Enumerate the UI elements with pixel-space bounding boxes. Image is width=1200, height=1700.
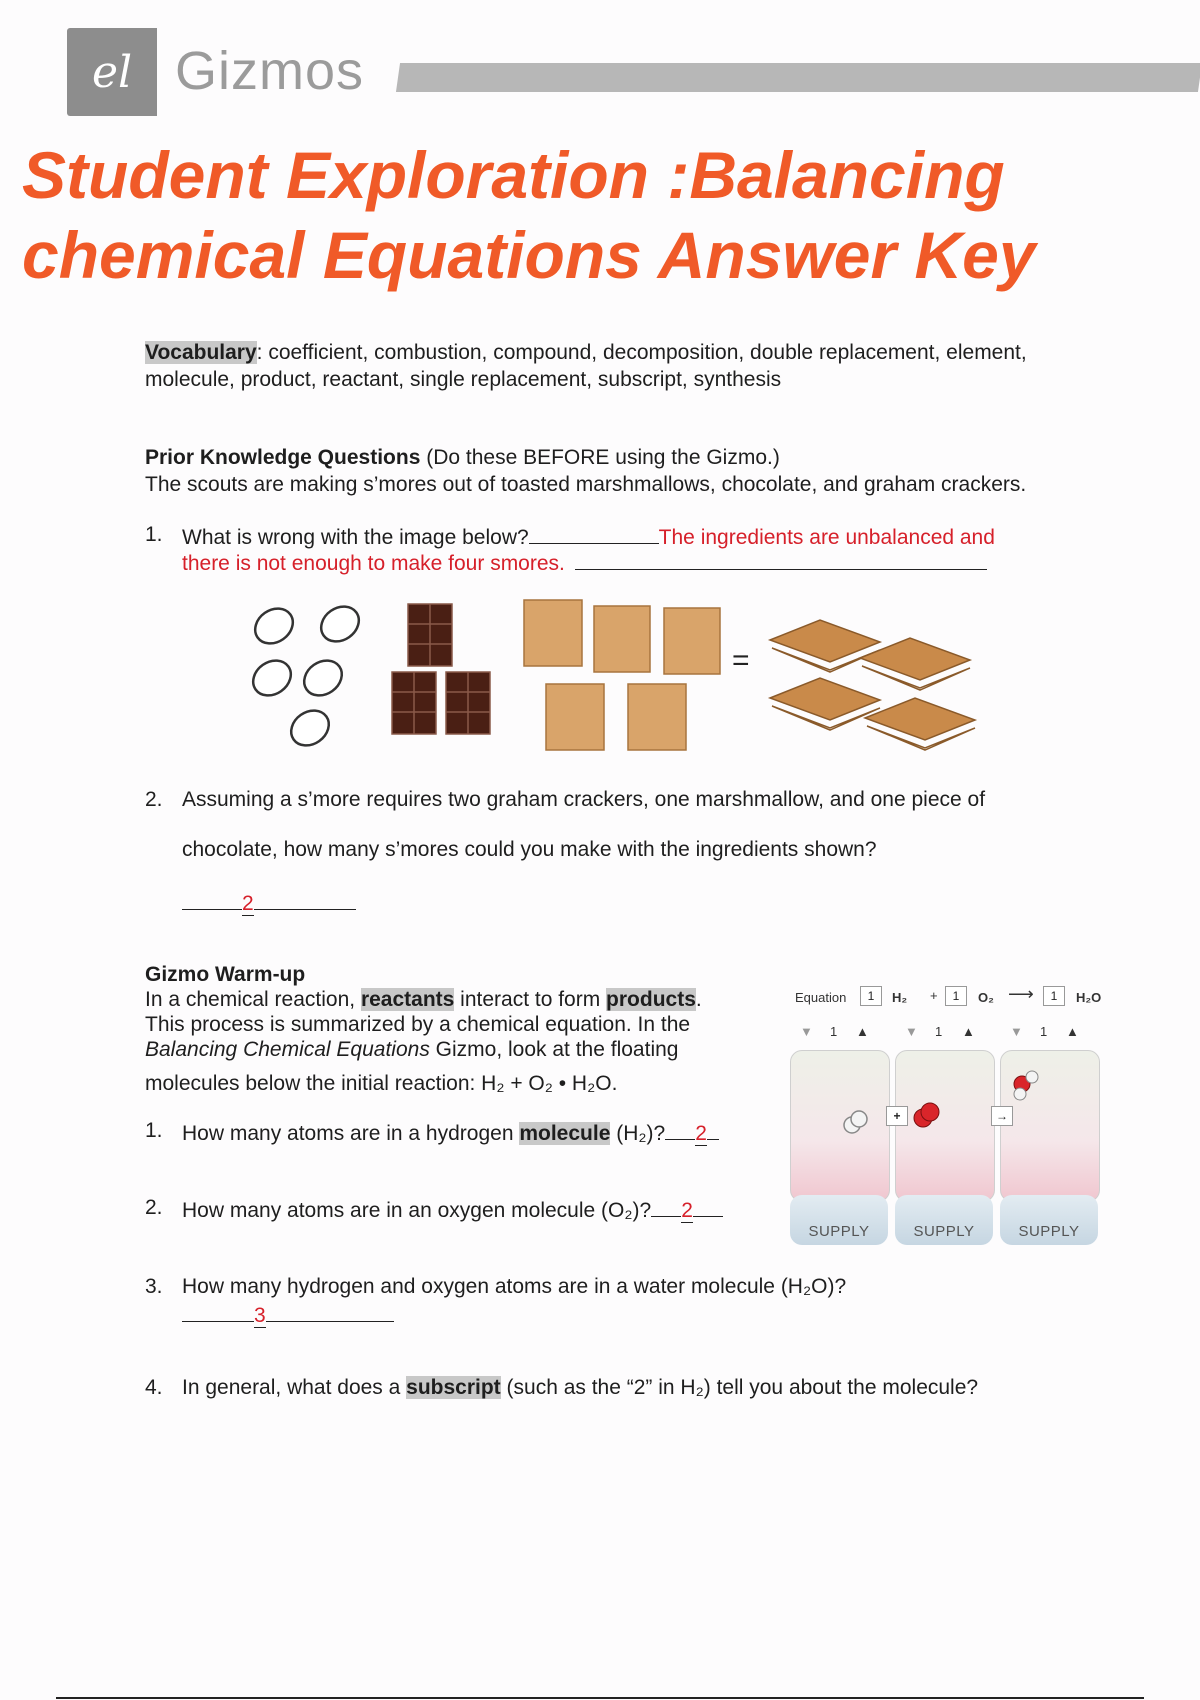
supply-button-h2o[interactable]: SUPPLY [1000, 1195, 1098, 1245]
reactants-term: reactants [360, 988, 455, 1011]
warmup-text: interact to form [454, 988, 607, 1011]
graham-crackers [524, 600, 720, 750]
answer-blank[interactable] [182, 1299, 254, 1322]
answer-blank[interactable] [575, 547, 987, 570]
subscript-term: subscript [406, 1376, 501, 1399]
answer-text[interactable]: 2 [681, 1199, 693, 1222]
question-text: How many atoms are in an oxygen molecule (O₂)? [182, 1199, 652, 1222]
hydrogen-molecule-icon [844, 1111, 867, 1133]
products-term: products [606, 988, 696, 1011]
decrease-arrow-icon[interactable]: ▼ [800, 1024, 813, 1039]
question-text: What is wrong with the image below? [182, 526, 529, 549]
answer-text[interactable]: The ingredients are unbalanced and [658, 526, 995, 549]
header-bar [396, 63, 1200, 92]
decrease-arrow-icon[interactable]: ▼ [1010, 1024, 1023, 1039]
prior-intro: The scouts are making s’mores out of toasted marshmallows, chocolate, and graham crackers. [145, 473, 1027, 496]
vocabulary [145, 339, 1105, 393]
answer-blank[interactable] [707, 1117, 719, 1140]
prior-heading: Prior Knowledge Questions [145, 446, 421, 469]
coefficient-box[interactable]: 1 [945, 986, 967, 1006]
molecule-term: molecule [519, 1122, 611, 1145]
answer-blank[interactable] [693, 1194, 723, 1217]
plus-sign: + [930, 988, 938, 1003]
question-number: 1. [145, 523, 163, 546]
question-number: 1. [145, 1119, 163, 1142]
species-h2: H₂ [892, 990, 908, 1005]
count-value: 1 [1040, 1024, 1048, 1039]
equation-label: Equation [795, 990, 847, 1005]
prior-question-2-line1: Assuming a s’more requires two graham crackers, one marshmallow, and one piece of [182, 788, 986, 811]
decrease-arrow-icon[interactable]: ▼ [905, 1024, 918, 1039]
prior-knowledge-intro [145, 444, 1125, 498]
question-text: (such as the “2” in H₂) tell you about the molecule? [500, 1376, 979, 1399]
question-number: 4. [145, 1376, 163, 1399]
vocabulary-label: Vocabulary [145, 341, 257, 364]
smores-illustration [240, 590, 1000, 760]
supply-button-o2[interactable]: SUPPLY [895, 1195, 993, 1245]
question-text: How many atoms are in a hydrogen [182, 1122, 520, 1145]
supply-button-h2[interactable]: SUPPLY [790, 1195, 888, 1245]
explorelearning-logo: el [91, 46, 133, 98]
chocolate-bars [392, 604, 490, 734]
warmup-text: This process is summarized by a chemical equation. In the [145, 1013, 691, 1036]
question-number: 3. [145, 1275, 163, 1298]
marshmallows [246, 599, 365, 752]
warmup-intro [145, 962, 765, 1062]
count-value: 1 [830, 1024, 838, 1039]
increase-arrow-icon[interactable]: ▲ [856, 1024, 869, 1039]
gizmo-simulation [790, 980, 1110, 1250]
prior-question-1-cont [182, 547, 1062, 577]
answer-blank[interactable] [651, 1194, 681, 1217]
answer-blank[interactable] [665, 1117, 695, 1140]
gizmo-name: Balancing Chemical Equations [145, 1038, 430, 1061]
page-title: Student Exploration :Balancing chemical Equations Answer Key [22, 138, 1036, 292]
coefficient-box[interactable]: 1 [1043, 986, 1065, 1006]
warmup-question-3: How many hydrogen and oxygen atoms are in a water molecule (H₂O)? [182, 1275, 847, 1298]
increase-arrow-icon[interactable]: ▲ [962, 1024, 975, 1039]
brand-name: Gizmos [175, 41, 365, 101]
warmup-question-3-answer [182, 1299, 394, 1329]
answer-blank[interactable] [529, 521, 659, 544]
oxygen-molecule-icon [914, 1103, 939, 1127]
question-text: In general, what does a [182, 1376, 407, 1399]
smores [770, 620, 975, 750]
coefficient-box[interactable]: 1 [860, 986, 882, 1006]
water-molecule-icon [1014, 1071, 1038, 1100]
vocabulary-line1: : coefficient, combustion, compound, decomposition, double replacement, element, [256, 341, 1027, 364]
answer-text[interactable]: there is not enough to make four smores. [182, 552, 565, 575]
prior-question-2-line2: chocolate, how many s’mores could you make with the ingredients shown? [182, 838, 877, 861]
warmup-text: Gizmo, look at the floating [429, 1038, 679, 1061]
prior-note: (Do these BEFORE using the Gizmo.) [420, 446, 780, 469]
question-text: (H₂)? [610, 1122, 666, 1145]
answer-blank[interactable] [254, 887, 356, 910]
answer-blank[interactable] [266, 1299, 394, 1322]
plus-operator: + [886, 1106, 908, 1126]
arrow-icon: ⟶ [1008, 984, 1034, 1004]
question-number: 2. [145, 788, 163, 811]
warmup-heading: Gizmo Warm-up [145, 963, 306, 986]
answer-text[interactable]: 2 [695, 1122, 707, 1145]
species-h2o: H₂O [1076, 990, 1102, 1005]
vocabulary-line2: molecule, product, reactant, single replacement, subscript, synthesis [145, 368, 782, 391]
answer-blank[interactable] [182, 887, 242, 910]
answer-text[interactable]: 2 [242, 892, 254, 915]
warmup-reaction: molecules below the initial reaction: H₂ + O₂ • H₂O. [145, 1072, 618, 1095]
warmup-text: In a chemical reaction, [145, 988, 361, 1011]
warmup-text: . [695, 988, 702, 1011]
prior-question-2-answer [182, 887, 356, 917]
footer-rule [56, 1697, 1144, 1699]
species-o2: O₂ [978, 990, 994, 1005]
answer-text[interactable]: 3 [254, 1304, 266, 1327]
warmup-question-4 [182, 1374, 1142, 1401]
count-value: 1 [935, 1024, 943, 1039]
equals-sign: = [732, 644, 750, 677]
question-number: 2. [145, 1196, 163, 1219]
increase-arrow-icon[interactable]: ▲ [1066, 1024, 1079, 1039]
warmup-question-2 [182, 1194, 782, 1224]
arrow-operator: → [991, 1106, 1013, 1126]
warmup-question-1 [182, 1117, 782, 1147]
